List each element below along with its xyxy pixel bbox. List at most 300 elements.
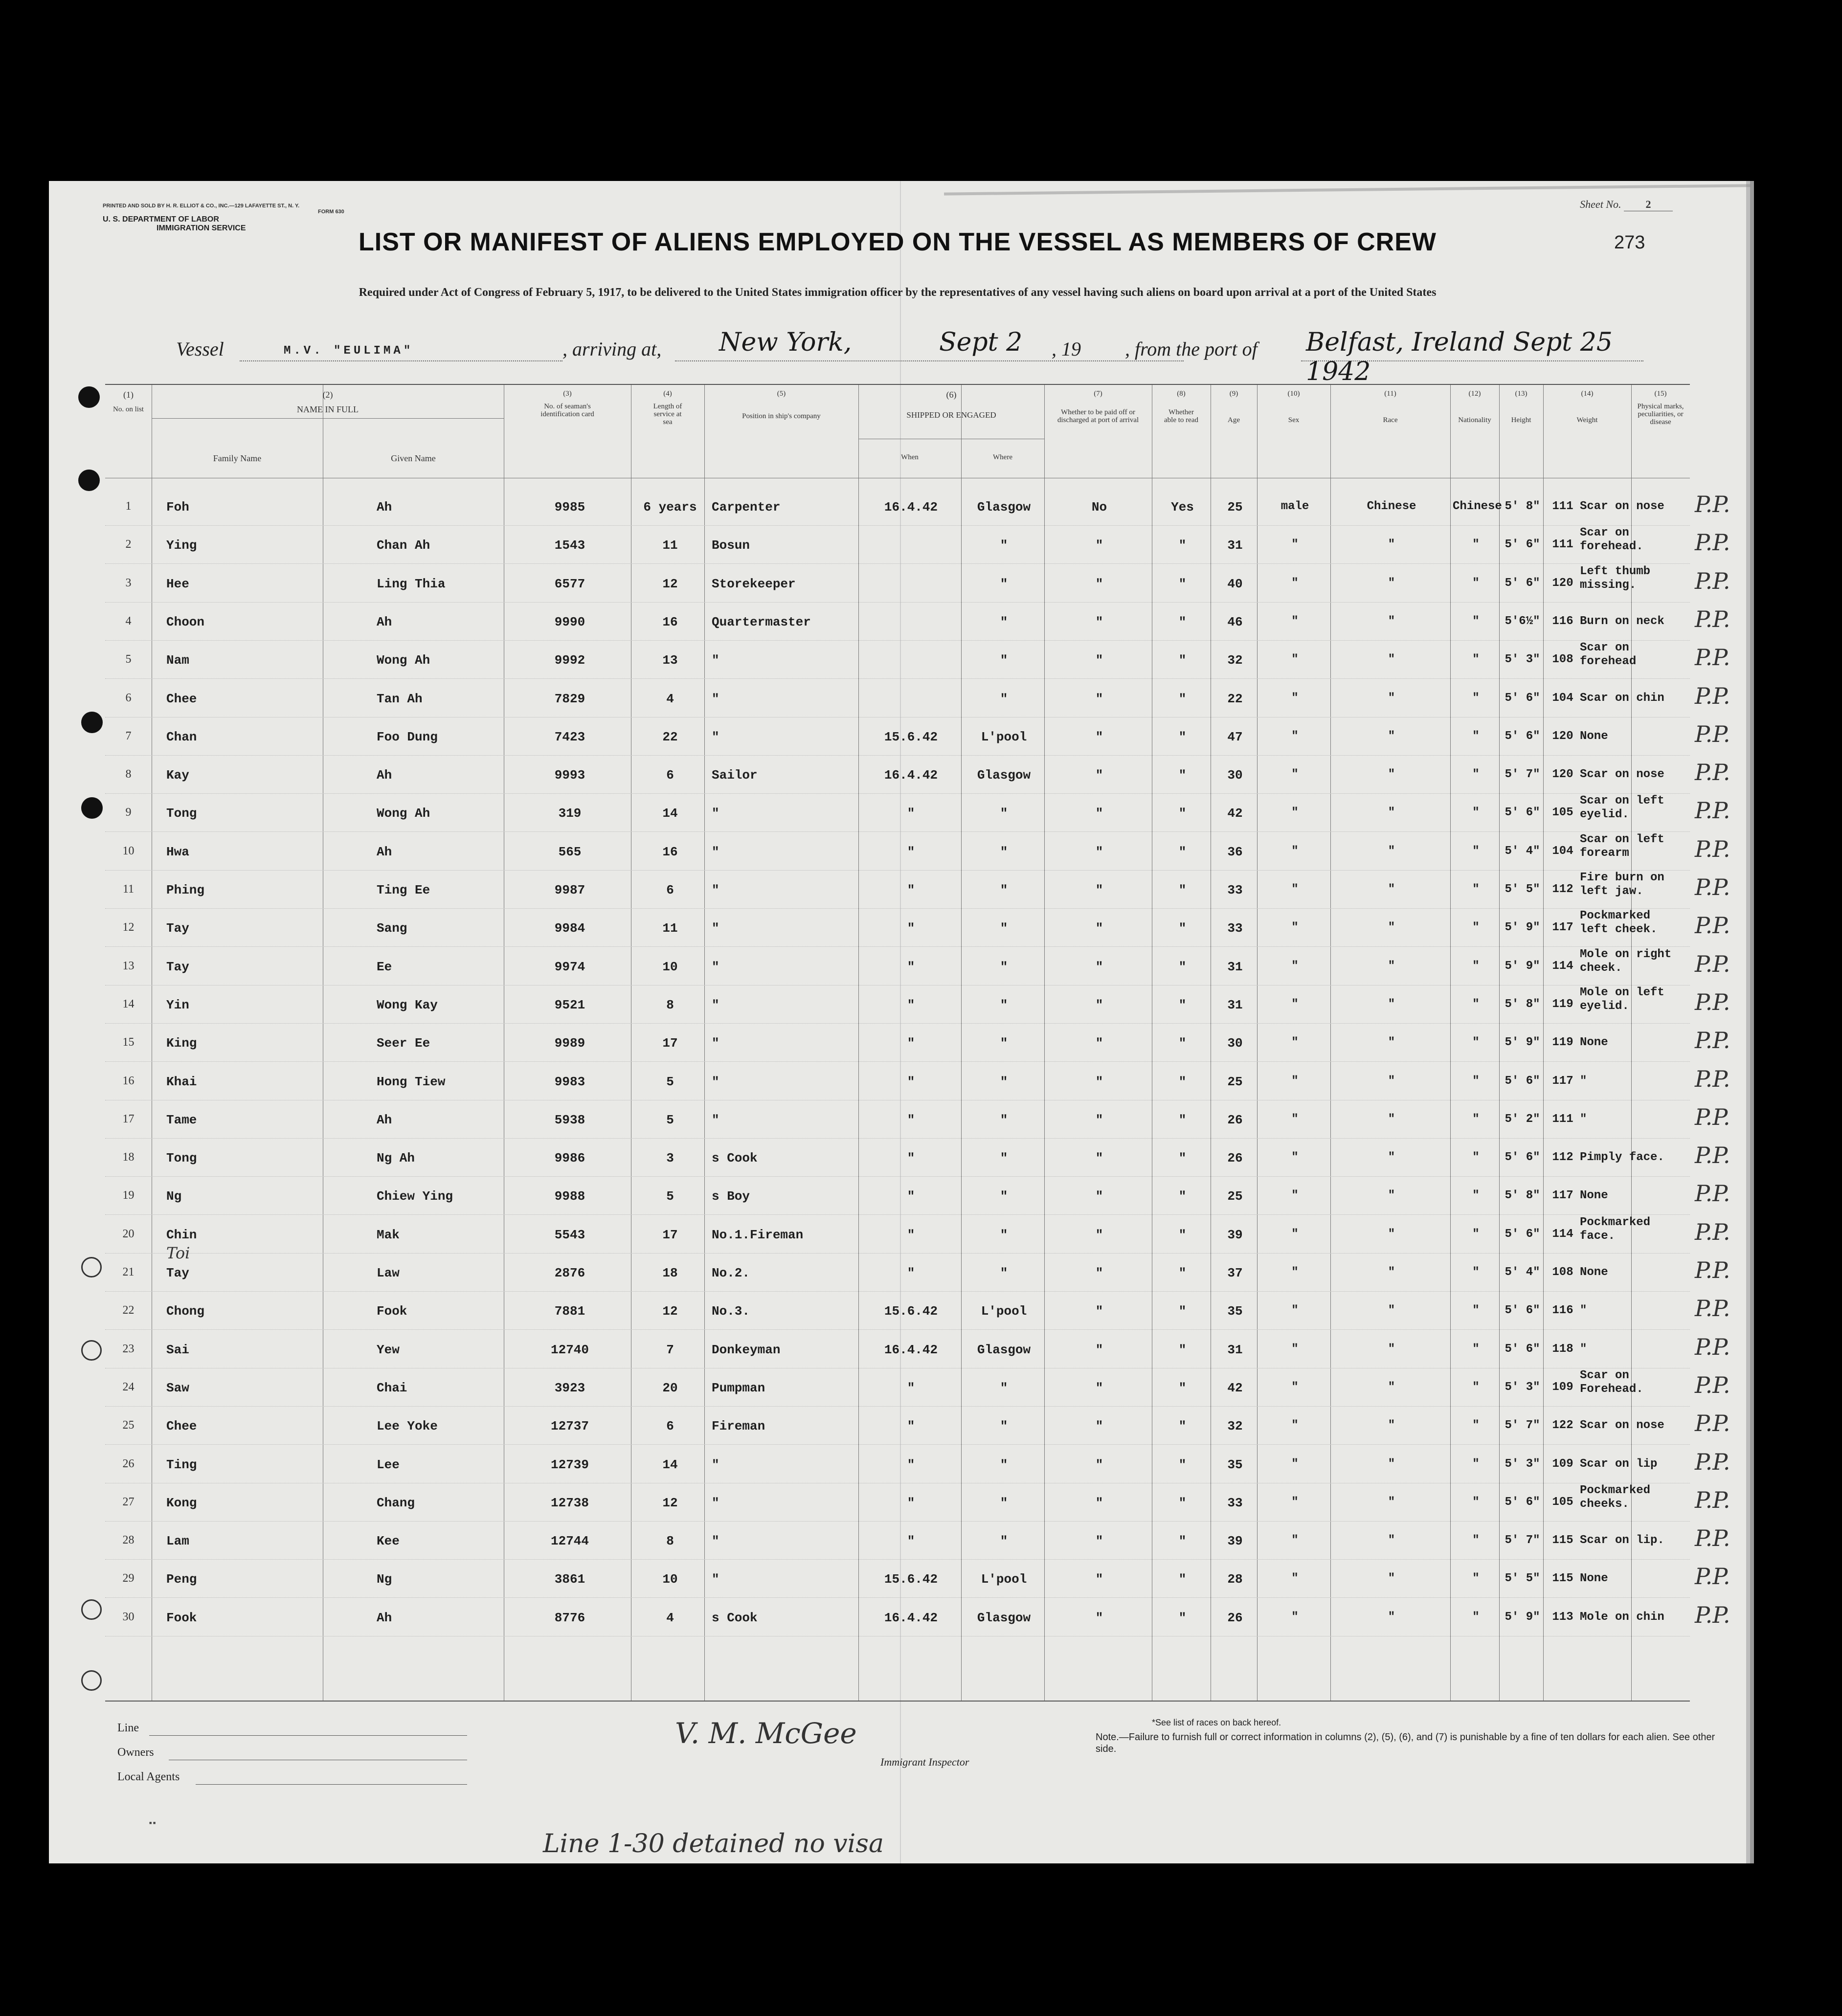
race: " bbox=[1388, 997, 1395, 1011]
weight: 120 bbox=[1552, 768, 1573, 782]
id-card-number: 9987 bbox=[554, 883, 585, 897]
nationality: " bbox=[1472, 806, 1480, 820]
row-number: 5 bbox=[125, 653, 132, 666]
position: Pumpman bbox=[712, 1380, 765, 1395]
nationality: " bbox=[1472, 959, 1480, 973]
row-number: 26 bbox=[122, 1457, 135, 1470]
col14-number: (14) bbox=[1581, 390, 1594, 398]
family-name: King bbox=[166, 1036, 197, 1051]
able-to-read: " bbox=[1178, 1495, 1187, 1510]
row-divider bbox=[105, 1061, 1690, 1062]
service-length: 5 bbox=[666, 1112, 674, 1127]
able-to-read: " bbox=[1178, 844, 1187, 859]
service-length: 10 bbox=[662, 959, 678, 974]
row-number: 27 bbox=[122, 1495, 135, 1508]
physical-marks: Scar on nose bbox=[1580, 1419, 1664, 1433]
nationality: " bbox=[1472, 538, 1480, 552]
id-card-number: 5543 bbox=[554, 1227, 585, 1242]
row-divider bbox=[105, 793, 1690, 794]
id-card-number: 1543 bbox=[554, 538, 585, 553]
shipped-when: 15.6.42 bbox=[884, 1572, 938, 1587]
paid-off: " bbox=[1095, 959, 1103, 974]
col5-number: (5) bbox=[777, 390, 786, 398]
paper-edge bbox=[944, 184, 1751, 195]
family-name: Chan bbox=[166, 729, 197, 744]
sex: " bbox=[1291, 653, 1299, 667]
shipped-when: " bbox=[907, 1036, 915, 1051]
weight: 114 bbox=[1552, 1227, 1573, 1241]
col3-title: No. of seaman's identification card bbox=[540, 403, 594, 418]
nationality: " bbox=[1472, 1534, 1480, 1547]
vessel-name: M.V. "EULIMA" bbox=[284, 344, 414, 358]
service-length: 16 bbox=[662, 844, 678, 859]
paid-off: " bbox=[1095, 1495, 1103, 1510]
height: 5'6½" bbox=[1505, 614, 1540, 628]
weight: 111 bbox=[1552, 1112, 1573, 1126]
id-card-number: 9989 bbox=[554, 1036, 585, 1051]
paid-off: " bbox=[1095, 1610, 1103, 1625]
name-header-rule bbox=[152, 418, 504, 419]
initials: P.P. bbox=[1695, 1333, 1730, 1360]
id-card-number: 9993 bbox=[554, 768, 585, 783]
physical-marks: Scar on nose bbox=[1580, 500, 1664, 513]
initials: P.P. bbox=[1695, 1295, 1730, 1322]
id-card-number: 9988 bbox=[554, 1189, 585, 1204]
nationality: " bbox=[1472, 729, 1480, 743]
given-name: Sang bbox=[377, 921, 407, 936]
sex: " bbox=[1291, 614, 1299, 628]
initials: P.P. bbox=[1695, 720, 1730, 747]
row-number: 8 bbox=[125, 768, 132, 781]
service-length: 4 bbox=[666, 1610, 674, 1625]
col7-number: (7) bbox=[1094, 390, 1102, 398]
sheet-number-block bbox=[1580, 198, 1673, 211]
paid-off: " bbox=[1095, 1534, 1103, 1549]
height: 5' 6" bbox=[1505, 729, 1540, 743]
year-label: , 19 bbox=[1052, 338, 1081, 360]
physical-marks: Pockmarked left cheek. bbox=[1580, 909, 1658, 937]
height: 5' 8" bbox=[1505, 500, 1540, 513]
weight: 112 bbox=[1552, 1151, 1573, 1165]
row-number: 12 bbox=[122, 921, 135, 934]
col2-title: NAME IN FULL bbox=[297, 404, 359, 414]
nationality: " bbox=[1472, 768, 1480, 782]
agents-underline bbox=[196, 1784, 467, 1785]
row-divider bbox=[105, 640, 1690, 641]
able-to-read: " bbox=[1178, 921, 1187, 936]
able-to-read: " bbox=[1178, 1572, 1187, 1587]
given-name: Ah bbox=[377, 1610, 392, 1625]
owners-label: Owners bbox=[117, 1746, 154, 1759]
row-number: 25 bbox=[122, 1419, 135, 1432]
height: 5' 2" bbox=[1505, 1112, 1540, 1126]
able-to-read: " bbox=[1178, 691, 1187, 706]
physical-marks: Scar on left eyelid. bbox=[1580, 794, 1664, 822]
sex: " bbox=[1291, 729, 1299, 743]
shipped-when: " bbox=[907, 1227, 915, 1242]
height: 5' 5" bbox=[1505, 1572, 1540, 1586]
id-card-number: 7881 bbox=[554, 1304, 585, 1319]
service-name: IMMIGRATION SERVICE bbox=[157, 224, 246, 232]
paid-off: " bbox=[1095, 1074, 1103, 1089]
physical-marks: Pimply face. bbox=[1580, 1151, 1664, 1165]
position: Quartermaster bbox=[712, 614, 811, 629]
row-number: 3 bbox=[125, 576, 132, 589]
shipped-when: " bbox=[907, 997, 915, 1012]
physical-marks: None bbox=[1580, 1572, 1608, 1586]
weight: 104 bbox=[1552, 691, 1573, 705]
initials: P.P. bbox=[1695, 1180, 1730, 1207]
nationality: " bbox=[1472, 691, 1480, 705]
shipped-where: L'pool bbox=[981, 1304, 1027, 1319]
able-to-read: Yes bbox=[1171, 500, 1194, 515]
row-number: 9 bbox=[125, 806, 132, 819]
age: 46 bbox=[1227, 614, 1243, 629]
initials: P.P. bbox=[1695, 491, 1730, 517]
shipped-where: " bbox=[1000, 653, 1008, 668]
id-card-number: 9985 bbox=[554, 500, 585, 515]
col14-title: Weight bbox=[1576, 416, 1598, 424]
column-divider bbox=[1044, 385, 1045, 1701]
manifest-subtitle: Required under Act of Congress of February 5, 1917, to be delivered to the United States immigration officer by the representatives of any vessel having such aliens on board upon arrival at a port of the United States bbox=[359, 286, 1437, 299]
row-number: 29 bbox=[122, 1572, 135, 1585]
race: " bbox=[1388, 1380, 1395, 1394]
race: " bbox=[1388, 1457, 1395, 1471]
given-name: Wong Kay bbox=[377, 997, 438, 1012]
family-name: Kay bbox=[166, 768, 189, 783]
shipped-when: " bbox=[907, 1266, 915, 1280]
able-to-read: " bbox=[1178, 1151, 1187, 1166]
col10-title: Sex bbox=[1288, 416, 1300, 424]
punch-hole bbox=[81, 1340, 102, 1361]
col14-header bbox=[1543, 390, 1631, 424]
manifest-title: LIST OR MANIFEST OF ALIENS EMPLOYED ON THE VESSEL AS MEMBERS OF CREW bbox=[359, 228, 1437, 256]
service-length: 17 bbox=[662, 1227, 678, 1242]
service-length: 12 bbox=[662, 576, 678, 591]
col6-number: (6) bbox=[946, 390, 957, 400]
family-name: Fook bbox=[166, 1610, 197, 1625]
family-name: Tong bbox=[166, 1151, 197, 1166]
given-name: Chang bbox=[377, 1495, 415, 1510]
row-divider bbox=[105, 1406, 1690, 1407]
col4-header bbox=[631, 390, 704, 426]
weight: 104 bbox=[1552, 844, 1573, 858]
able-to-read: " bbox=[1178, 1419, 1187, 1434]
row-divider bbox=[105, 870, 1690, 871]
able-to-read: " bbox=[1178, 1610, 1187, 1625]
race: " bbox=[1388, 844, 1395, 858]
printer-text: PRINTED AND SOLD BY H. R. ELLIOT & CO., INC.—129 LAFAYETTE ST., N. Y. bbox=[103, 203, 300, 209]
age: 42 bbox=[1227, 806, 1243, 821]
position: " bbox=[712, 1036, 719, 1051]
service-length: 5 bbox=[666, 1189, 674, 1204]
family-name: Tay bbox=[166, 959, 189, 974]
paid-off: " bbox=[1095, 883, 1103, 897]
id-card-number: 3923 bbox=[554, 1380, 585, 1395]
physical-marks: None bbox=[1580, 1036, 1608, 1050]
physical-marks: Mole on left eyelid. bbox=[1580, 986, 1664, 1013]
paid-off: " bbox=[1095, 1189, 1103, 1204]
weight: 111 bbox=[1552, 538, 1573, 552]
shipped-when: " bbox=[907, 959, 915, 974]
weight: 105 bbox=[1552, 806, 1573, 820]
family-name: Tong bbox=[166, 806, 197, 821]
race: " bbox=[1388, 729, 1395, 743]
physical-marks: " bbox=[1580, 1074, 1587, 1088]
race: Chinese bbox=[1367, 500, 1416, 513]
physical-marks: Scar on forehead. bbox=[1580, 526, 1643, 554]
given-name: Ting Ee bbox=[377, 883, 430, 897]
row-number: 17 bbox=[122, 1112, 135, 1125]
row-number: 18 bbox=[122, 1151, 135, 1164]
height: 5' 9" bbox=[1505, 1036, 1540, 1050]
age: 32 bbox=[1227, 1419, 1243, 1434]
shipped-where: " bbox=[1000, 1380, 1008, 1395]
shipped-where: Glasgow bbox=[977, 1610, 1031, 1625]
paid-off: " bbox=[1095, 1036, 1103, 1051]
row-number: 23 bbox=[122, 1342, 135, 1355]
row-divider bbox=[105, 908, 1690, 909]
shipped-where: " bbox=[1000, 921, 1008, 936]
sex: " bbox=[1291, 997, 1299, 1011]
paid-off: " bbox=[1095, 1266, 1103, 1280]
height: 5' 6" bbox=[1505, 1304, 1540, 1318]
position: Carpenter bbox=[712, 500, 781, 515]
paid-off: " bbox=[1095, 538, 1103, 553]
row-number: 15 bbox=[122, 1036, 135, 1049]
when-header: When bbox=[901, 453, 919, 461]
row-divider bbox=[105, 1291, 1690, 1292]
col6-header bbox=[858, 390, 1044, 420]
shipped-when: " bbox=[907, 1495, 915, 1510]
initials: P.P. bbox=[1695, 1218, 1730, 1245]
service-length: 12 bbox=[662, 1304, 678, 1319]
id-card-number: 12738 bbox=[550, 1495, 589, 1510]
shipped-where: " bbox=[1000, 576, 1008, 591]
id-card-number: 12740 bbox=[550, 1342, 589, 1357]
nationality: " bbox=[1472, 1572, 1480, 1586]
paid-off: " bbox=[1095, 1304, 1103, 1319]
service-length: 6 bbox=[666, 1419, 674, 1434]
manifest-page bbox=[49, 181, 1746, 1863]
given-name: Chiew Ying bbox=[377, 1189, 453, 1204]
shipped-when: 16.4.42 bbox=[884, 500, 938, 515]
race: " bbox=[1388, 806, 1395, 820]
col13-header bbox=[1499, 390, 1543, 424]
service-length: 20 bbox=[662, 1380, 678, 1395]
weight: 120 bbox=[1552, 729, 1573, 743]
nationality: " bbox=[1472, 1189, 1480, 1203]
row-number: 28 bbox=[122, 1534, 135, 1547]
col4-number: (4) bbox=[663, 390, 672, 398]
sex: " bbox=[1291, 1495, 1299, 1509]
family-name: Chin bbox=[166, 1227, 197, 1242]
physical-marks: Scar on forehead bbox=[1580, 641, 1637, 669]
row-divider bbox=[105, 525, 1690, 526]
height: 5' 3" bbox=[1505, 1380, 1540, 1394]
punch-hole bbox=[81, 1257, 102, 1277]
age: 39 bbox=[1227, 1534, 1243, 1549]
given-name: Wong Ah bbox=[377, 653, 430, 668]
col9-header bbox=[1211, 390, 1257, 424]
position: " bbox=[712, 1572, 719, 1587]
shipped-when: 15.6.42 bbox=[884, 1304, 938, 1319]
punch-hole bbox=[81, 1670, 102, 1691]
sex: " bbox=[1291, 1074, 1299, 1088]
given-name: Foo Dung bbox=[377, 729, 438, 744]
nationality: " bbox=[1472, 1380, 1480, 1394]
paid-off: " bbox=[1095, 1419, 1103, 1434]
physical-marks: Mole on chin bbox=[1580, 1610, 1664, 1624]
shipped-where: Glasgow bbox=[977, 500, 1031, 515]
service-length: 7 bbox=[666, 1342, 674, 1357]
nationality: " bbox=[1472, 1151, 1480, 1165]
paid-off: " bbox=[1095, 1227, 1103, 1242]
nationality: " bbox=[1472, 1112, 1480, 1126]
able-to-read: " bbox=[1178, 576, 1187, 591]
sex: " bbox=[1291, 1189, 1299, 1203]
paid-off: " bbox=[1095, 768, 1103, 783]
weight: 115 bbox=[1552, 1534, 1573, 1547]
family-name: Ng bbox=[166, 1189, 182, 1204]
id-card-number: 5938 bbox=[554, 1112, 585, 1127]
row-divider bbox=[105, 678, 1690, 679]
able-to-read: " bbox=[1178, 653, 1187, 668]
family-name: Phing bbox=[166, 883, 205, 897]
shipped-where: " bbox=[1000, 1074, 1008, 1089]
service-length: 14 bbox=[662, 1457, 678, 1472]
given-name: Ah bbox=[377, 768, 392, 783]
nationality: " bbox=[1472, 576, 1480, 590]
nationality: " bbox=[1472, 1266, 1480, 1279]
initials: P.P. bbox=[1695, 835, 1730, 862]
row-divider bbox=[105, 1023, 1690, 1024]
row-divider bbox=[105, 1253, 1690, 1254]
weight: 116 bbox=[1552, 1304, 1573, 1318]
penalty-note: Note.—Failure to furnish full or correct information in columns (2), (5), (6), and (7) is punishable by a fine of ten dollars for each alien. See other side. bbox=[1096, 1732, 1715, 1754]
height: 5' 3" bbox=[1505, 1457, 1540, 1471]
sex: " bbox=[1291, 806, 1299, 820]
given-name: Mak bbox=[377, 1227, 400, 1242]
given-name: Lee Yoke bbox=[377, 1419, 438, 1434]
id-card-number: 3861 bbox=[554, 1572, 585, 1587]
age: 25 bbox=[1227, 500, 1243, 515]
weight: 122 bbox=[1552, 1419, 1573, 1433]
height: 5' 6" bbox=[1505, 1495, 1540, 1509]
service-length: 17 bbox=[662, 1036, 678, 1051]
age: 26 bbox=[1227, 1610, 1243, 1625]
id-card-number: 9986 bbox=[554, 1151, 585, 1166]
row-number: 1 bbox=[125, 500, 132, 513]
col13-number: (13) bbox=[1515, 390, 1528, 398]
shipped-when: " bbox=[907, 1074, 915, 1089]
position: No.2. bbox=[712, 1266, 750, 1280]
race: " bbox=[1388, 1151, 1395, 1165]
where-header: Where bbox=[993, 453, 1012, 461]
physical-marks: None bbox=[1580, 729, 1608, 743]
family-name: Tay bbox=[166, 1266, 189, 1280]
given-name: Ling Thia bbox=[377, 576, 446, 591]
sex: " bbox=[1291, 1380, 1299, 1394]
nationality: " bbox=[1472, 921, 1480, 935]
sex: " bbox=[1291, 768, 1299, 782]
able-to-read: " bbox=[1178, 768, 1187, 783]
sex: " bbox=[1291, 1572, 1299, 1586]
age: 31 bbox=[1227, 1342, 1243, 1357]
shipped-where: " bbox=[1000, 997, 1008, 1012]
col4-title: Length of service at sea bbox=[653, 403, 682, 426]
position: " bbox=[712, 921, 719, 936]
nationality: " bbox=[1472, 1227, 1480, 1241]
vessel-label: Vessel bbox=[176, 338, 224, 360]
race: " bbox=[1388, 1419, 1395, 1433]
col1-title: No. on list bbox=[113, 405, 144, 413]
weight: 109 bbox=[1552, 1380, 1573, 1394]
family-name: Chee bbox=[166, 691, 197, 706]
initials: P.P. bbox=[1695, 644, 1730, 671]
sex: " bbox=[1291, 1227, 1299, 1241]
family-name: Choon bbox=[166, 614, 205, 629]
stamp-mark: ■ ■ bbox=[149, 1820, 156, 1825]
age: 39 bbox=[1227, 1227, 1243, 1242]
age: 33 bbox=[1227, 921, 1243, 936]
initials: P.P. bbox=[1695, 1448, 1730, 1475]
service-length: 16 bbox=[662, 614, 678, 629]
form-number: FORM 630 bbox=[318, 209, 344, 215]
id-card-number: 12744 bbox=[550, 1534, 589, 1549]
sex: " bbox=[1291, 1610, 1299, 1624]
given-name: Yew bbox=[377, 1342, 400, 1357]
weight: 112 bbox=[1552, 883, 1573, 896]
weight: 109 bbox=[1552, 1457, 1573, 1471]
given-name: Ah bbox=[377, 844, 392, 859]
service-length: 5 bbox=[666, 1074, 674, 1089]
initials: P.P. bbox=[1695, 912, 1730, 939]
row-number: 19 bbox=[122, 1189, 135, 1202]
paid-off: " bbox=[1095, 997, 1103, 1012]
id-card-number: 6577 bbox=[554, 576, 585, 591]
shipped-when: 16.4.42 bbox=[884, 1342, 938, 1357]
height: 5' 9" bbox=[1505, 959, 1540, 973]
col8-title: Whether able to read bbox=[1164, 408, 1198, 424]
race: " bbox=[1388, 1495, 1395, 1509]
paid-off: " bbox=[1095, 844, 1103, 859]
family-name: Khai bbox=[166, 1074, 197, 1089]
height: 5' 4" bbox=[1505, 1266, 1540, 1279]
weight: 111 bbox=[1552, 500, 1573, 513]
id-card-number: 12737 bbox=[550, 1419, 589, 1434]
id-card-number: 7829 bbox=[554, 691, 585, 706]
age: 31 bbox=[1227, 538, 1243, 553]
id-card-number: 7423 bbox=[554, 729, 585, 744]
age: 35 bbox=[1227, 1304, 1243, 1319]
row-number: 13 bbox=[122, 959, 135, 972]
punch-hole bbox=[81, 1599, 102, 1620]
weight: 113 bbox=[1552, 1610, 1573, 1624]
col11-header bbox=[1330, 390, 1450, 424]
position: s Cook bbox=[712, 1151, 758, 1166]
row-number: 6 bbox=[125, 691, 132, 704]
paid-off: " bbox=[1095, 1380, 1103, 1395]
row-number: 20 bbox=[122, 1227, 135, 1240]
service-length: 14 bbox=[662, 806, 678, 821]
nationality: " bbox=[1472, 844, 1480, 858]
weight: 119 bbox=[1552, 997, 1573, 1011]
shipped-where: L'pool bbox=[981, 729, 1027, 744]
family-name: Chee bbox=[166, 1419, 197, 1434]
row-divider bbox=[105, 1214, 1690, 1215]
age: 35 bbox=[1227, 1457, 1243, 1472]
